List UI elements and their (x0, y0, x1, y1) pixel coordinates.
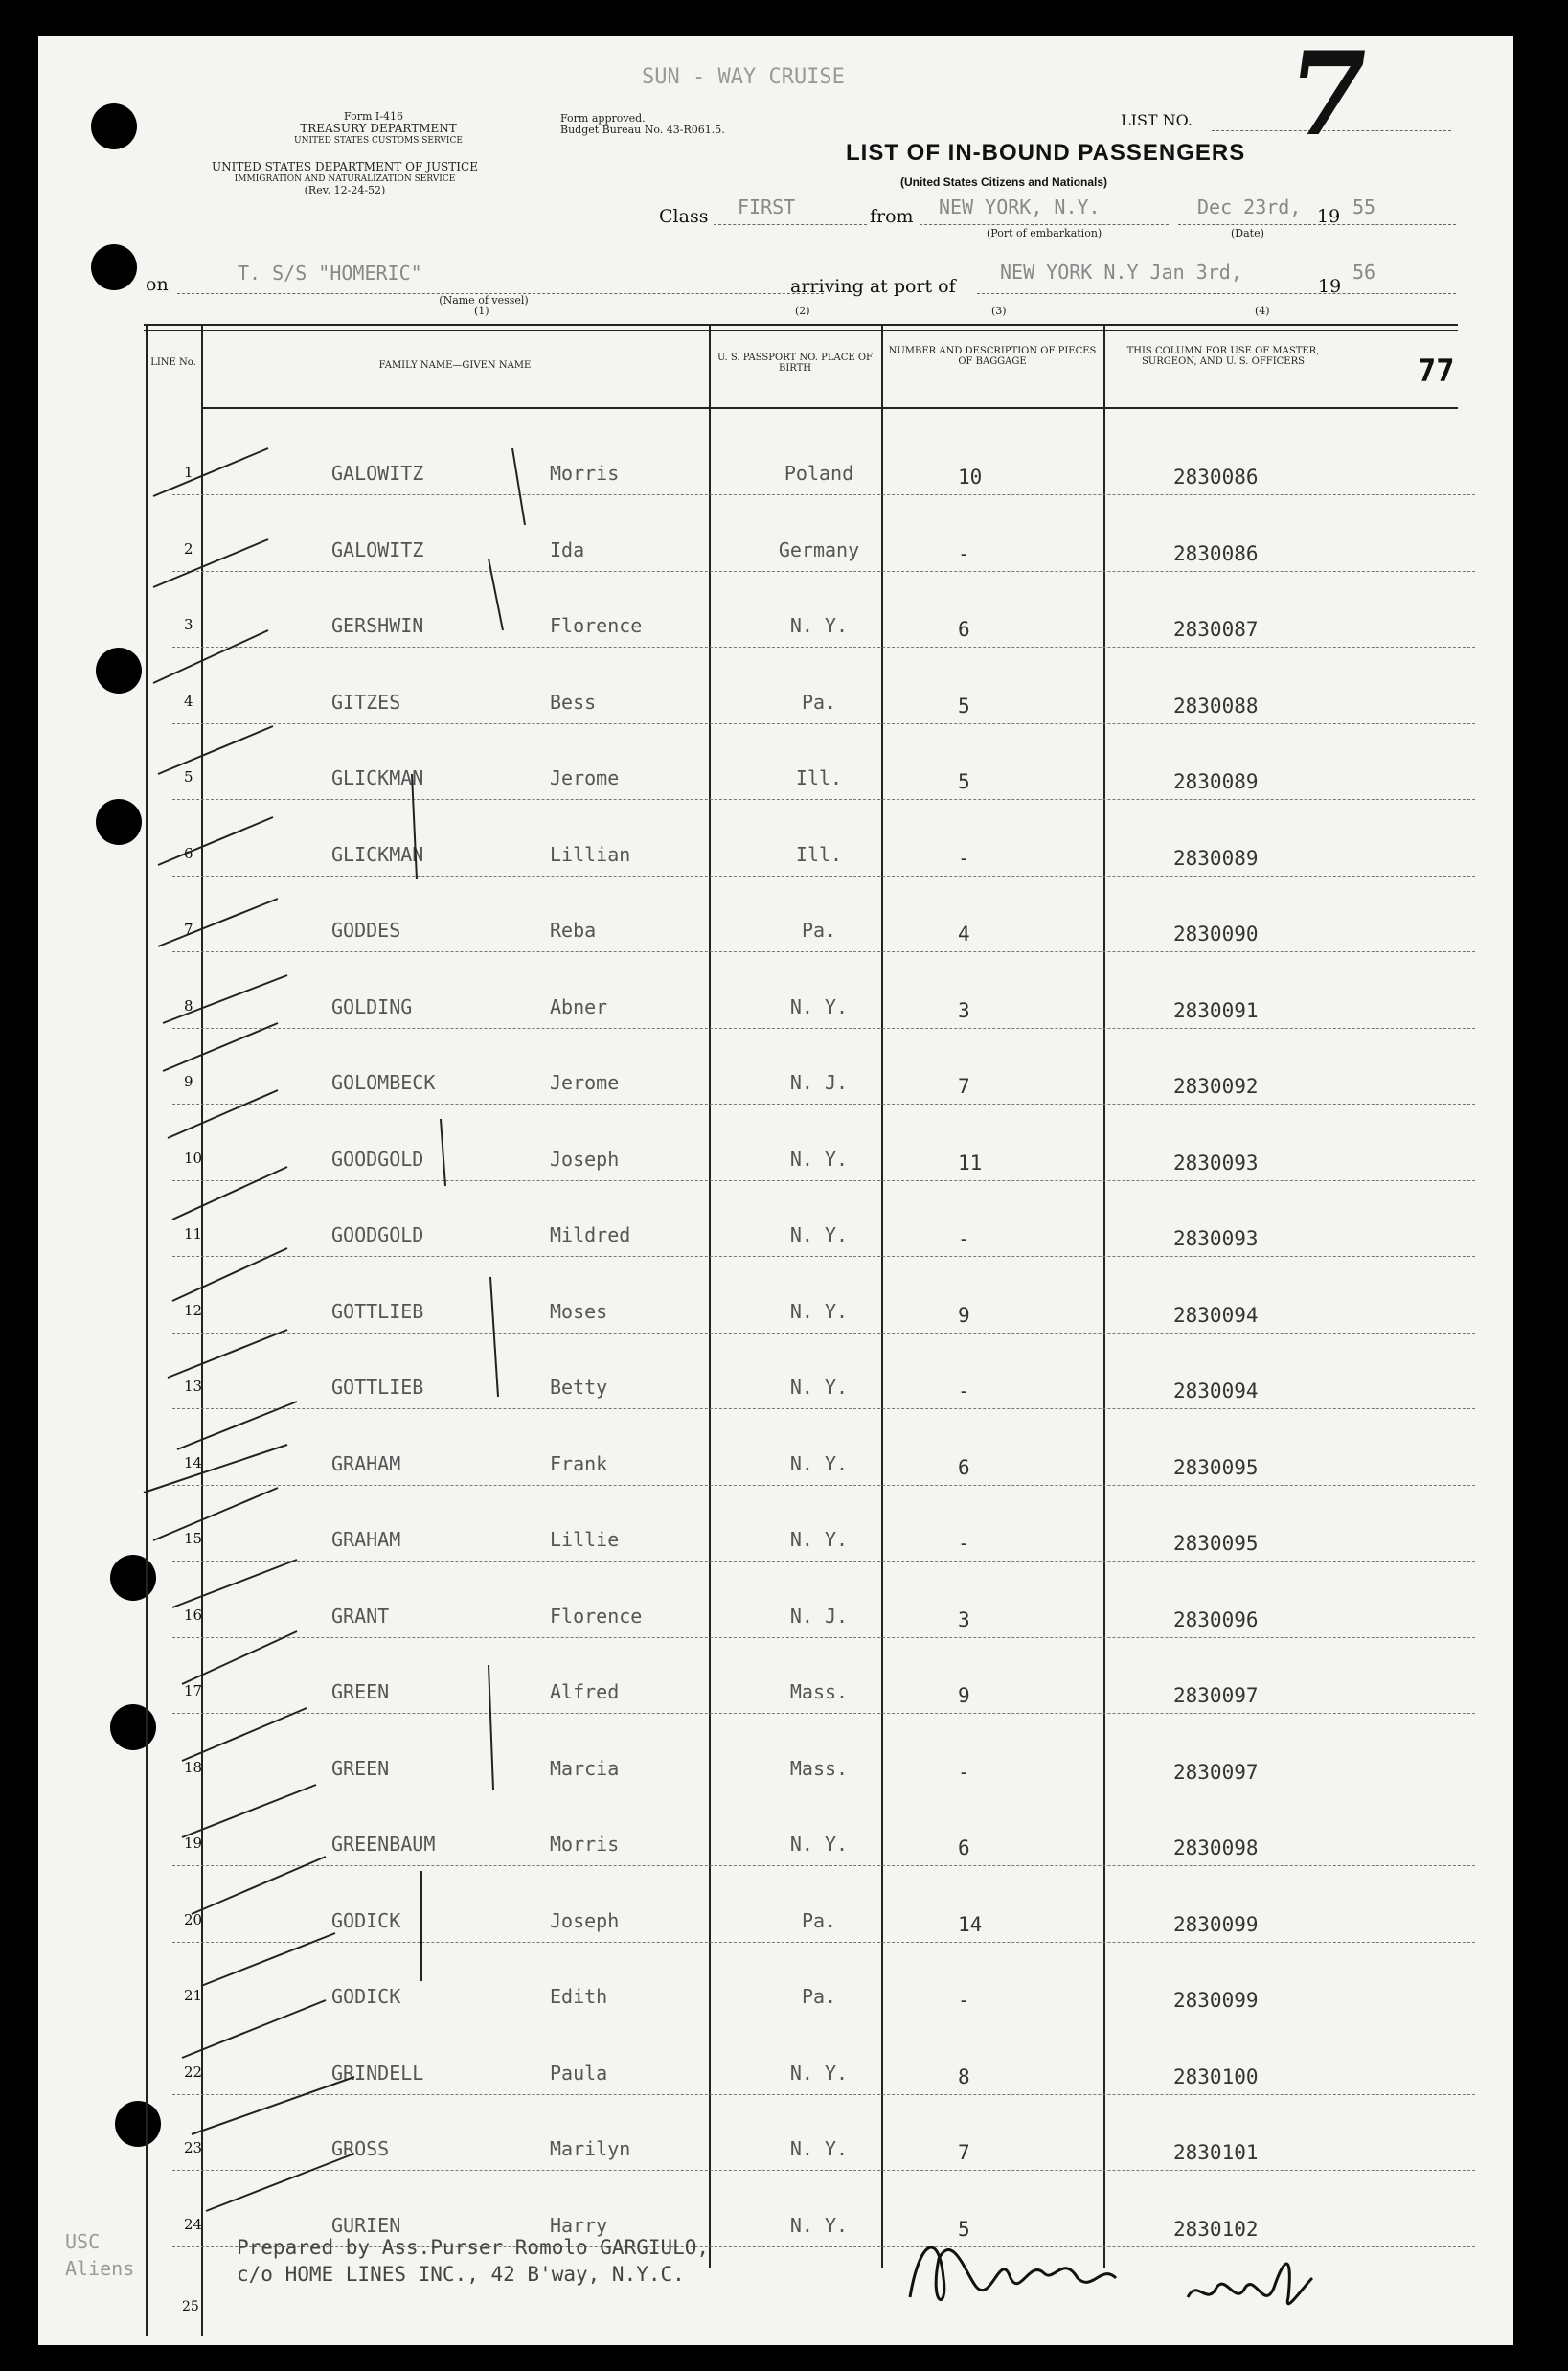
page-title: LIST OF IN-BOUND PASSENGERS (846, 140, 1246, 166)
embarkation-date: Dec 23rd, (1197, 195, 1302, 218)
line-number: 22 (184, 2063, 203, 2081)
given-name: Alfred (550, 1680, 620, 1703)
place-of-birth: N. Y. (789, 1528, 849, 1551)
form-approved: Form approved. (560, 112, 646, 125)
port-of-embarkation: NEW YORK, N.Y. (939, 195, 1101, 218)
family-name: GRANT (331, 1604, 390, 1628)
baggage-count: 5 (958, 770, 970, 793)
line-number: 14 (184, 1453, 203, 1471)
arrival-port-date: NEW YORK N.Y Jan 3rd, (1000, 261, 1242, 284)
line-number: 2 (184, 539, 193, 558)
family-name: GREEN (331, 1680, 390, 1703)
family-name: GREEN (331, 1756, 390, 1780)
family-name: GOLOMBECK (331, 1071, 436, 1094)
given-name: Marilyn (550, 2137, 631, 2160)
given-name: Paula (550, 2061, 608, 2085)
line-number: 18 (184, 1758, 203, 1776)
place-of-birth: N. Y. (789, 2061, 849, 2085)
line-number: 1 (184, 464, 193, 481)
line-number: 19 (184, 1835, 203, 1852)
baggage-count: - (958, 1379, 970, 1402)
family-name: GALOWITZ (331, 537, 424, 561)
page-subtitle: (United States Citizens and Nationals) (900, 175, 1108, 189)
officer-number: 2830096 (1173, 1607, 1259, 1631)
family-name: GODICK (331, 1985, 401, 2008)
officer-number: 2830098 (1173, 1836, 1259, 1859)
place-of-birth: Germany (778, 537, 860, 561)
class-label: Class (659, 206, 709, 227)
place-of-birth: Pa. (801, 690, 837, 714)
officer-number: 2830087 (1173, 618, 1259, 641)
baggage-count: 3 (958, 1607, 970, 1631)
place-of-birth: N. Y. (789, 1451, 849, 1475)
col-header-line-no: LINE No. (150, 357, 196, 368)
baggage-count: 6 (958, 1836, 970, 1859)
line-number: 6 (184, 844, 193, 862)
baggage-count: - (958, 1760, 970, 1784)
family-name: GOTTLIEB (331, 1376, 424, 1399)
baggage-count: - (958, 541, 970, 565)
col2-ref: (2) (795, 305, 810, 317)
family-name: GROSS (331, 2137, 390, 2160)
place-of-birth: N. Y. (789, 1833, 849, 1856)
embarkation-year: 55 (1352, 195, 1376, 218)
place-of-birth: Pa. (801, 1985, 837, 2008)
line-number: 17 (184, 1682, 203, 1699)
line-number: 23 (184, 2139, 203, 2156)
budget-bureau: Budget Bureau No. 43-R061.5. (560, 124, 725, 136)
baggage-count: 6 (958, 1455, 970, 1479)
line-number: 11 (184, 1225, 203, 1242)
officer-number: 2830089 (1173, 770, 1259, 793)
form-number: Form I-416 (344, 110, 403, 123)
baggage-count: 4 (958, 923, 970, 946)
officer-number: 2830091 (1173, 998, 1259, 1022)
line-number: 4 (184, 692, 193, 710)
baggage-count: 14 (958, 1912, 983, 1936)
prepared-by: Prepared by Ass.Purser Romolo GARGIULO, (237, 2236, 710, 2259)
given-name: Betty (550, 1376, 608, 1399)
given-name: Mildred (550, 1223, 631, 1246)
given-name: Jerome (550, 766, 620, 789)
arrival-year-prefix: 19 (1318, 276, 1342, 297)
col-header-passport: U. S. PASSPORT NO. PLACE OF BIRTH (717, 353, 873, 374)
officer-number: 2830086 (1173, 541, 1259, 565)
baggage-count: - (958, 1532, 970, 1555)
officer-number: 2830097 (1173, 1760, 1259, 1784)
family-name: GOLDING (331, 994, 413, 1018)
baggage-count: 9 (958, 1684, 970, 1707)
given-name: Lillian (550, 842, 631, 866)
line-number: 20 (184, 1910, 203, 1928)
treasury-department: TREASURY DEPARTMENT (300, 122, 457, 135)
officer-number: 2830101 (1173, 2141, 1259, 2164)
given-name: Florence (550, 1604, 643, 1628)
place-of-birth: Mass. (789, 1756, 849, 1780)
given-name: Moses (550, 1299, 608, 1323)
place-of-birth: N. Y. (789, 1147, 849, 1171)
place-of-birth: Ill. (795, 766, 843, 789)
line-number: 7 (184, 921, 193, 938)
officer-number: 2830094 (1173, 1379, 1259, 1402)
place-of-birth: Poland (784, 462, 854, 485)
baggage-count: 8 (958, 2064, 970, 2088)
class-value: FIRST (738, 195, 796, 218)
manifest-sheet (38, 27, 1513, 2345)
baggage-count: 6 (958, 618, 970, 641)
family-name: GLICKMAN (331, 842, 424, 866)
place-of-birth: N. J. (789, 1071, 849, 1094)
place-of-birth: N. J. (789, 1604, 849, 1628)
officer-number: 2830092 (1173, 1075, 1259, 1098)
baggage-count: 5 (958, 694, 970, 718)
family-name: GRAHAM (331, 1528, 401, 1551)
from-label: from (870, 206, 914, 227)
col-header-baggage: NUMBER AND DESCRIPTION OF PIECES OF BAGGAGE (888, 346, 1097, 367)
family-name: GOODGOLD (331, 1223, 424, 1246)
family-name: GRINDELL (331, 2061, 424, 2085)
family-name: GRAHAM (331, 1451, 401, 1475)
given-name: Lillie (550, 1528, 620, 1551)
family-name: GALOWITZ (331, 462, 424, 485)
officer-number: 2830094 (1173, 1303, 1259, 1327)
given-name: Edith (550, 1985, 608, 2008)
place-of-birth: Mass. (789, 1680, 849, 1703)
family-name: GOTTLIEB (331, 1299, 424, 1323)
given-name: Bess (550, 690, 597, 714)
family-name: GURIEN (331, 2213, 401, 2237)
department-of-justice: UNITED STATES DEPARTMENT OF JUSTICE (212, 160, 478, 173)
line-number: 13 (184, 1378, 203, 1395)
col1-ref: (1) (474, 305, 489, 317)
immigration-service: IMMIGRATION AND NATURALIZATION SERVICE (234, 174, 456, 184)
officer-number: 2830095 (1173, 1455, 1259, 1479)
place-of-birth: N. Y. (789, 1376, 849, 1399)
aliens-stamp: Aliens (65, 2257, 135, 2280)
baggage-count: 10 (958, 466, 983, 489)
line-number: 15 (184, 1530, 203, 1547)
baggage-count: 7 (958, 2141, 970, 2164)
col-header-name: FAMILY NAME—GIVEN NAME (378, 360, 532, 371)
officer-number: 2830086 (1173, 466, 1259, 489)
baggage-count: - (958, 846, 970, 870)
officer-number: 2830097 (1173, 1684, 1259, 1707)
cruise-stamp: SUN - WAY CRUISE (642, 65, 845, 89)
officer-number: 2830102 (1173, 2217, 1259, 2241)
line-number: 9 (184, 1073, 193, 1090)
family-name: GREENBAUM (331, 1833, 436, 1856)
given-name: Ida (550, 537, 585, 561)
place-of-birth: N. Y. (789, 614, 849, 637)
given-name: Joseph (550, 1908, 620, 1932)
on-label: on (146, 274, 169, 295)
given-name: Reba (550, 919, 597, 942)
arrival-year: 56 (1352, 261, 1376, 284)
arriving-label: arriving at port of (790, 276, 956, 297)
place-of-birth: N. Y. (789, 994, 849, 1018)
officer-number: 2830093 (1173, 1151, 1259, 1174)
officer-number: 2830093 (1173, 1227, 1259, 1250)
given-name: Joseph (550, 1147, 620, 1171)
port-of-embarkation-caption: (Port of embarkation) (987, 227, 1102, 239)
line-number: 3 (184, 616, 193, 633)
line-number: 10 (184, 1149, 203, 1167)
baggage-count: 9 (958, 1303, 970, 1327)
year-prefix: 19 (1317, 206, 1341, 227)
col-header-officers: THIS COLUMN FOR USE OF MASTER, SURGEON, AND U. S. OFFICERS (1126, 346, 1320, 367)
place-of-birth: N. Y. (789, 2213, 849, 2237)
uscg-stamp: USC (65, 2230, 101, 2253)
given-name: Abner (550, 994, 608, 1018)
place-of-birth: Ill. (795, 842, 843, 866)
officer-number: 2830090 (1173, 923, 1259, 946)
place-of-birth: Pa. (801, 1908, 837, 1932)
baggage-count: - (958, 1989, 970, 2012)
family-name: GODICK (331, 1908, 401, 1932)
date-caption: (Date) (1231, 227, 1264, 239)
baggage-count: 3 (958, 998, 970, 1022)
family-name: GLICKMAN (331, 766, 424, 789)
line-25-number: 25 (182, 2299, 199, 2314)
given-name: Jerome (550, 1071, 620, 1094)
line-number: 12 (184, 1301, 203, 1319)
customs-service: UNITED STATES CUSTOMS SERVICE (294, 136, 463, 146)
officer-number: 2830088 (1173, 694, 1259, 718)
page-number: 77 (1418, 353, 1455, 389)
vessel-caption: (Name of vessel) (439, 294, 529, 307)
family-name: GODDES (331, 919, 401, 942)
baggage-count: - (958, 1227, 970, 1250)
officer-number: 2830099 (1173, 1989, 1259, 2012)
col3-ref: (3) (991, 305, 1007, 317)
family-name: GOODGOLD (331, 1147, 424, 1171)
vessel-name: T. S/S "HOMERIC" (238, 262, 422, 285)
check-marks (38, 36, 1513, 2345)
baggage-count: 11 (958, 1151, 983, 1174)
officer-number: 2830095 (1173, 1532, 1259, 1555)
given-name: Morris (550, 462, 620, 485)
place-of-birth: N. Y. (789, 2137, 849, 2160)
given-name: Morris (550, 1833, 620, 1856)
officer-number: 2830100 (1173, 2064, 1259, 2088)
given-name: Harry (550, 2213, 608, 2237)
line-number: 5 (184, 768, 193, 786)
list-no-label: LIST NO. (1121, 111, 1193, 129)
place-of-birth: N. Y. (789, 1299, 849, 1323)
baggage-count: 7 (958, 1075, 970, 1098)
officer-number: 2830099 (1173, 1912, 1259, 1936)
officer-number: 2830089 (1173, 846, 1259, 870)
given-name: Florence (550, 614, 643, 637)
list-number: 7 (1279, 27, 1378, 162)
line-number: 16 (184, 1606, 203, 1624)
given-name: Frank (550, 1451, 608, 1475)
col4-ref: (4) (1255, 305, 1270, 317)
family-name: GERSHWIN (331, 614, 424, 637)
line-number: 8 (184, 996, 193, 1015)
line-number: 24 (184, 2215, 203, 2233)
revision-date: (Rev. 12-24-52) (304, 184, 386, 196)
line-number: 21 (184, 1987, 203, 2004)
family-name: GITZES (331, 690, 401, 714)
place-of-birth: Pa. (801, 919, 837, 942)
home-lines-address: c/o HOME LINES INC., 42 B'way, N.Y.C. (237, 2263, 685, 2286)
baggage-count: 5 (958, 2217, 970, 2241)
given-name: Marcia (550, 1756, 620, 1780)
place-of-birth: N. Y. (789, 1223, 849, 1246)
